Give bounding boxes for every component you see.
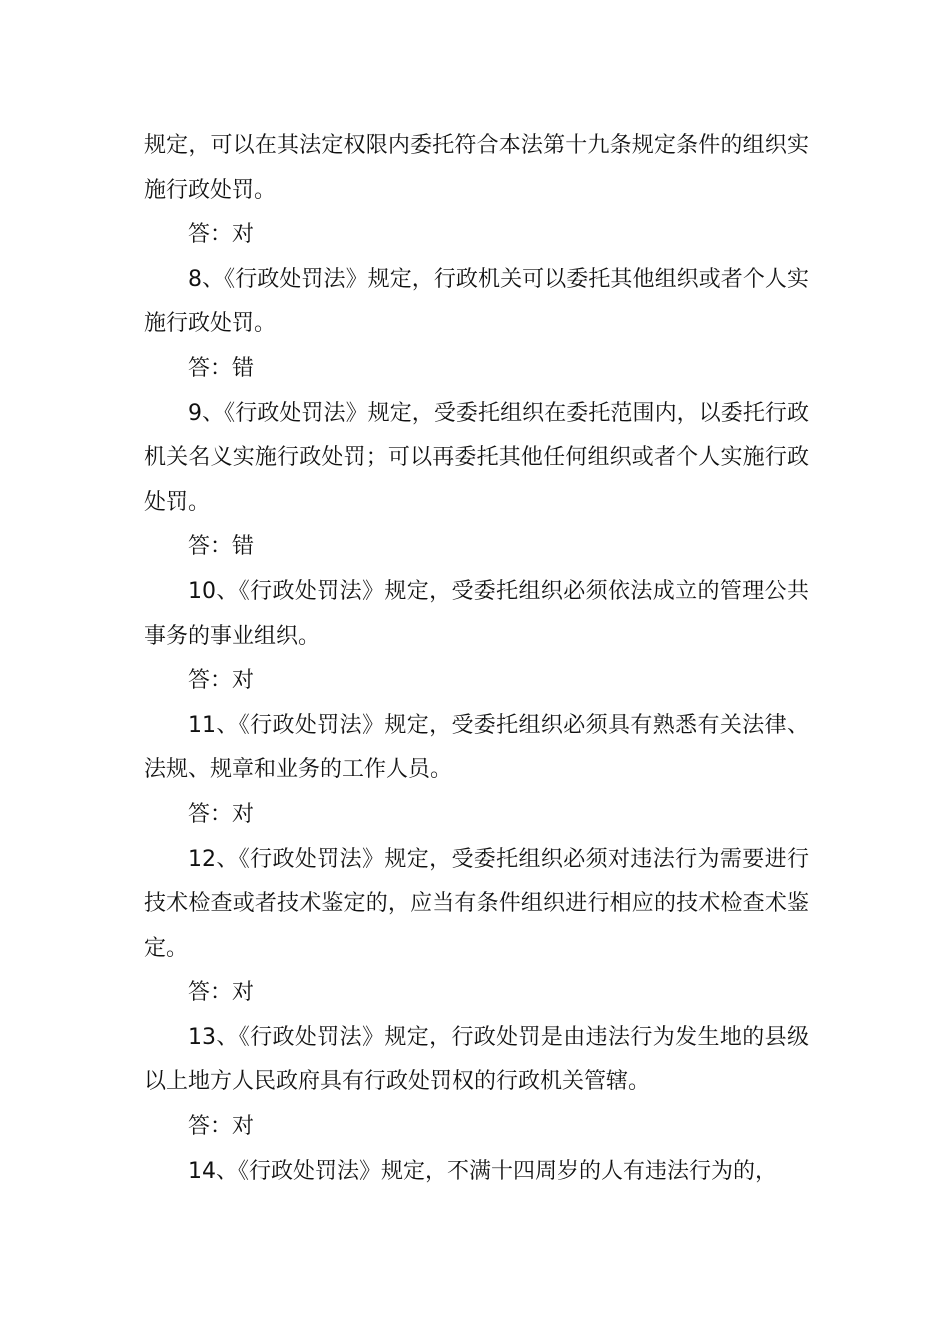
answer-line: 答：错 — [188, 355, 255, 381]
question-8: 8、《行政处罚法》规定，行政机关可以委托其他组织或者个人实施行政处罚。 — [144, 266, 809, 337]
answer-line: 答：对 — [188, 1114, 255, 1140]
answer-line: 答：错 — [188, 534, 255, 560]
question-12: 12、《行政处罚法》规定，受委托组织必须对违法行为需要进行技术检查或者技术鉴定的，应当有条件组织进行相应的技术检查术鉴定。 — [144, 846, 809, 961]
paragraph-continuation: 规定，可以在其法定权限内委托符合本法第十九条规定条件的组织实施行政处罚。 — [144, 133, 809, 203]
answer-line: 答：对 — [188, 222, 255, 248]
answer-line: 答：对 — [188, 668, 255, 694]
question-9: 9、《行政处罚法》规定，受委托组织在委托范围内，以委托行政机关名义实施行政处罚；可以再委托其他任何组织或者个人实施行政处罚。 — [144, 400, 809, 515]
question-14: 14、《行政处罚法》规定，不满十四周岁的人有违法行为的， — [188, 1158, 777, 1184]
question-10: 10、《行政处罚法》规定，受委托组织必须依法成立的管理公共事务的事业组织。 — [144, 578, 809, 649]
document-body — [144, 124, 809, 1194]
answer-line: 答：对 — [188, 980, 255, 1006]
answer-line: 答：对 — [188, 801, 255, 827]
question-11: 11、《行政处罚法》规定，受委托组织必须具有熟悉有关法律、法规、规章和业务的工作人员。 — [144, 712, 809, 783]
question-13: 13、《行政处罚法》规定，行政处罚是由违法行为发生地的县级以上地方人民政府具有行政处罚权的行政机关管辖。 — [144, 1024, 809, 1095]
